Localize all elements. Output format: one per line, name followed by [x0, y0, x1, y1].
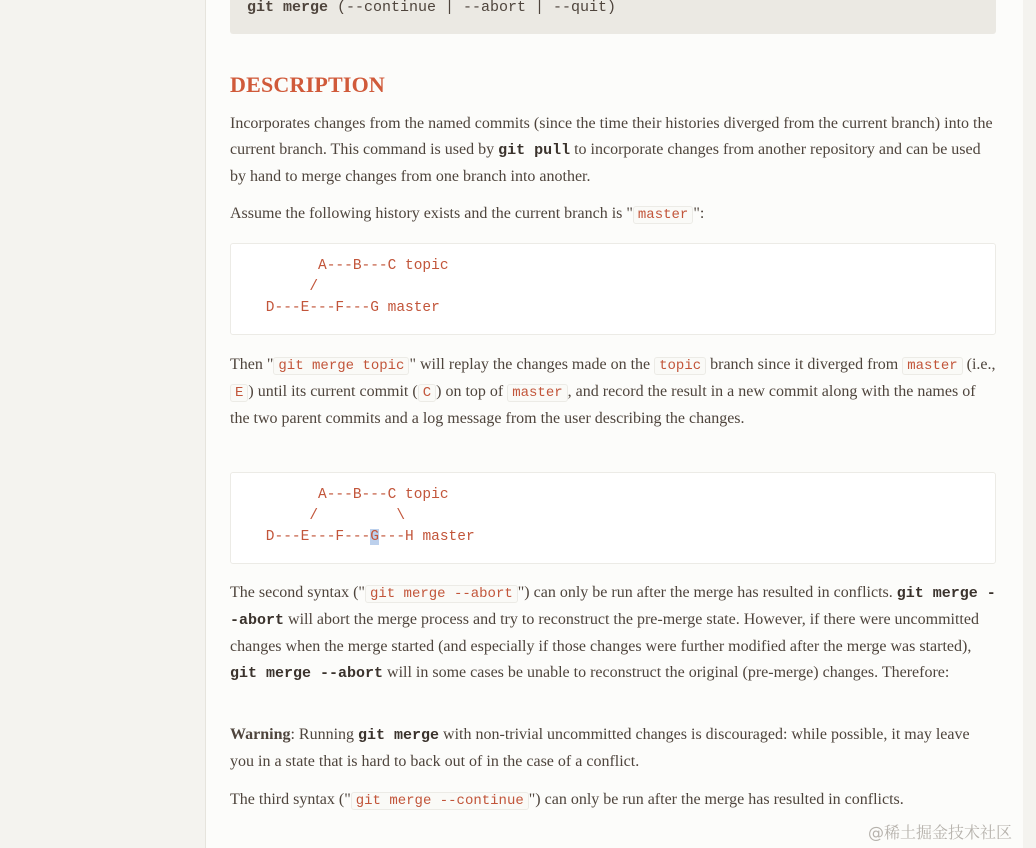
code-master: master	[507, 384, 567, 402]
diagram-line: /	[231, 279, 319, 295]
text: Assume the following history exists and the current branch is "	[230, 205, 633, 222]
text: ") can only be run after the merge has resulted in conflicts.	[528, 791, 904, 808]
diagram-line: D---E---F---	[231, 529, 371, 545]
code-git-pull: git pull	[498, 142, 571, 159]
paragraph-third-syntax	[230, 787, 996, 814]
text: , and record the result in a new commit along with the names of the two parent commits and a log message from the user describing the changes.	[230, 383, 976, 427]
diagram-line: A---B---C topic	[231, 487, 449, 503]
code-c: C	[418, 384, 436, 402]
text: to incorporate changes from another repository and can be used by hand to merge changes from one branch into another.	[230, 141, 981, 185]
text: The second syntax ("	[230, 584, 365, 601]
code-topic: topic	[654, 357, 706, 375]
warning-label: Warning	[230, 726, 291, 743]
left-background	[0, 0, 205, 848]
diagram-line: D---E---F---G master	[231, 300, 440, 316]
code-git-merge-topic: git merge topic	[273, 357, 409, 375]
synopsis-text	[247, 0, 616, 16]
synopsis-args: (--continue | --abort | --quit)	[328, 0, 617, 16]
text: ") can only be run after the merge has resulted in conflicts.	[517, 584, 897, 601]
diagram-line: ---H master	[378, 529, 475, 545]
code-master: master	[902, 357, 962, 375]
paragraph-second-syntax	[230, 580, 996, 687]
code-git-merge-abort-bold: git merge --abort	[230, 585, 996, 629]
selected-text[interactable]: G	[370, 529, 379, 545]
code-git-merge-abort-bold: git merge --abort	[230, 665, 384, 682]
text: Incorporates changes from the named commits (since the time their histories diverged from the current branch) into the current branch. This command is used by	[230, 115, 993, 158]
code-e: E	[230, 384, 248, 402]
right-background	[1023, 0, 1036, 848]
text: ) on top of	[436, 383, 508, 400]
text: " will replay the changes made on the	[409, 356, 655, 373]
text: ":	[693, 205, 705, 222]
text: will abort the merge process and try to reconstruct the pre-merge state. However, if there were uncommitted changes when the merge started (and especially if those changes were further modified after the merge was started),	[230, 611, 979, 655]
text: : Running	[290, 726, 359, 743]
paragraph-intro	[230, 111, 996, 190]
paragraph-assume	[230, 201, 996, 228]
code-master: master	[633, 206, 693, 224]
text: branch since it diverged from	[706, 356, 903, 373]
watermark: @稀土掘金技术社区	[868, 823, 1013, 842]
code-git-merge-abort: git merge --abort	[365, 585, 518, 603]
code-git-merge: git merge	[358, 727, 440, 744]
synopsis-block	[230, 0, 996, 34]
synopsis-command: git merge	[247, 0, 329, 16]
code-git-merge-continue: git merge --continue	[351, 792, 529, 810]
history-diagram-1	[230, 243, 996, 335]
diagram-line: A---B---C topic	[231, 258, 449, 274]
text: ) until its current commit (	[248, 383, 418, 400]
history-diagram-2	[230, 472, 996, 564]
paragraph-warning	[230, 722, 996, 775]
text: with non-trivial uncommitted changes is discouraged: while possible, it may leave you in a state that is hard to back out of in the case of a conflict.	[230, 726, 970, 770]
text: Then "	[230, 356, 274, 373]
text: (i.e.,	[962, 356, 996, 373]
section-heading: DESCRIPTION	[230, 72, 386, 97]
diagram-line: / \	[231, 508, 406, 524]
text: The third syntax ("	[230, 791, 351, 808]
text: will in some cases be unable to reconstruct the original (pre-merge) changes. Therefore:	[383, 664, 950, 681]
paragraph-then	[230, 352, 996, 432]
